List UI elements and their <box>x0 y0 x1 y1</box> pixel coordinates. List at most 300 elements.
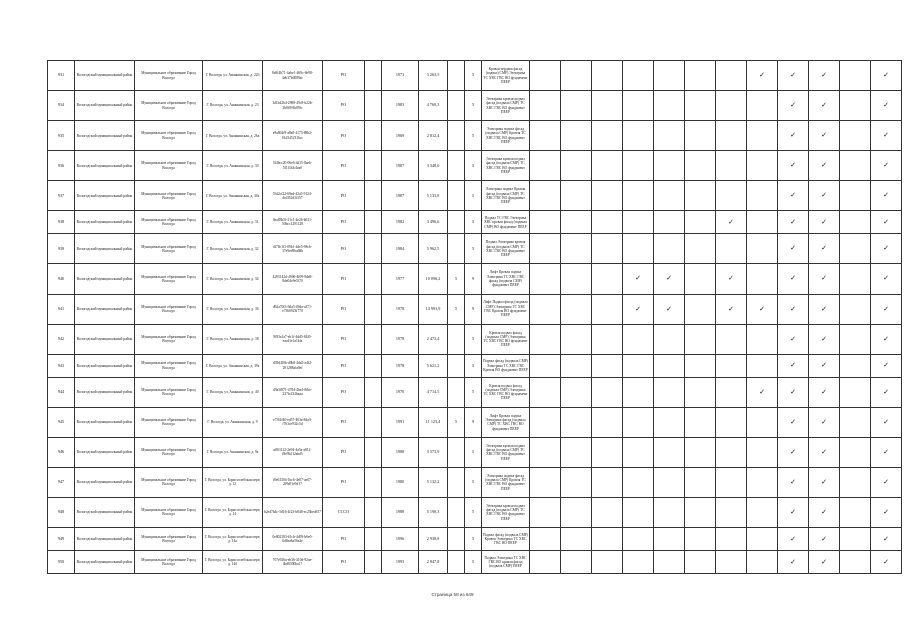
works-cell: Электрика кровля подвал фасад (подвала СМР) ТС ХВС ГВС ВО фундамент ПЕЕР <box>482 437 530 467</box>
empty-check-cell <box>840 551 871 574</box>
empty-check-cell <box>840 467 871 497</box>
empty-check-cell <box>530 91 561 121</box>
empty-check-cell <box>654 234 685 264</box>
formation-cell: Муниципальное образование Город Вологда <box>135 181 203 211</box>
check-mark-icon: ✓ <box>871 467 902 497</box>
check-mark-icon: ✓ <box>809 61 840 91</box>
guid-cell: 9f83a1a7-eb1f-4dd5-84f0-eacd3e1a1bfa <box>263 324 323 354</box>
check-mark-icon: ✓ <box>747 61 778 91</box>
empty-check-cell <box>561 91 592 121</box>
empty-check-cell <box>530 528 561 551</box>
ownership-form-cell: РО <box>323 211 365 234</box>
empty-check-cell <box>685 91 716 121</box>
table-row <box>48 211 902 234</box>
empty-check-cell <box>623 528 654 551</box>
empty-check-cell <box>592 294 623 324</box>
empty-check-cell <box>685 61 716 91</box>
empty-check-cell <box>747 264 778 294</box>
year-cell: 1970 <box>382 377 419 407</box>
address-cell: Г. Вологда, ул. Борисоглебская пере, д. 14 <box>203 497 263 527</box>
check-mark-icon: ✓ <box>809 324 840 354</box>
empty-check-cell <box>592 437 623 467</box>
check-mark-icon: ✓ <box>778 377 809 407</box>
empty-check-cell <box>561 528 592 551</box>
row-number: 944 <box>48 377 75 407</box>
empty-check-cell <box>840 264 871 294</box>
empty-check-cell <box>561 354 592 377</box>
empty-check-cell <box>561 467 592 497</box>
ownership-form-cell: РО <box>323 407 365 437</box>
check-mark-icon: ✓ <box>871 497 902 527</box>
empty-check-cell <box>716 551 747 574</box>
guid-cell: 0ea83b5f-21c1-4e26-b021-50bcc1291128 <box>263 211 323 234</box>
address-cell: Г. Вологда, ул. Ананьинская, д. 40 <box>203 377 263 407</box>
empty-check-cell <box>530 121 561 151</box>
guid-cell: 1d1b42b4-2988-49c8-b22b-2b8f091b89fc <box>263 91 323 121</box>
empty-check-cell <box>592 467 623 497</box>
empty-check-cell <box>654 211 685 234</box>
table-row <box>48 551 902 574</box>
district-cell: Вологодский муниципальный район <box>75 551 135 574</box>
table-row <box>48 61 902 91</box>
check-mark-icon: ✓ <box>871 354 902 377</box>
row-number: 931 <box>48 61 75 91</box>
empty-check-cell <box>716 437 747 467</box>
empty-check-cell <box>530 151 561 181</box>
formation-cell: Муниципальное образование Город Вологда <box>135 294 203 324</box>
floors-max-cell: 5 <box>465 181 482 211</box>
year-cell: 1987 <box>382 181 419 211</box>
empty-check-cell <box>747 407 778 437</box>
district-cell: Вологодский муниципальный район <box>75 234 135 264</box>
area-cell: 2 938,8 <box>419 528 448 551</box>
empty-check-cell <box>840 354 871 377</box>
area-cell: 4 714,5 <box>419 377 448 407</box>
floors-min-cell <box>448 91 465 121</box>
area-cell: 5 621,2 <box>419 354 448 377</box>
area-cell: 2 473,4 <box>419 324 448 354</box>
address-cell: Г. Вологда, ул. Ананьинская, д. 38 <box>203 324 263 354</box>
empty-check-cell <box>561 294 592 324</box>
empty-check-cell <box>561 61 592 91</box>
floors-min-cell <box>448 377 465 407</box>
check-mark-icon: ✓ <box>871 324 902 354</box>
address-cell: Г. Вологда, ул. Ананьинская, д. 39а <box>203 354 263 377</box>
empty-check-cell <box>561 264 592 294</box>
empty-check-cell <box>623 234 654 264</box>
formation-cell: Муниципальное образование Город Вологда <box>135 551 203 574</box>
check-mark-icon: ✓ <box>871 181 902 211</box>
empty-cell <box>365 324 382 354</box>
check-mark-icon: ✓ <box>778 437 809 467</box>
district-cell: Вологодский муниципальный район <box>75 354 135 377</box>
empty-check-cell <box>623 324 654 354</box>
check-mark-icon: ✓ <box>871 377 902 407</box>
empty-check-cell <box>654 354 685 377</box>
empty-check-cell <box>530 354 561 377</box>
empty-cell <box>365 497 382 527</box>
year-cell: 1991 <box>382 407 419 437</box>
guid-cell: d9a5f871-470d-4be4-8fbe-237fe232baaa <box>263 377 323 407</box>
empty-check-cell <box>685 528 716 551</box>
empty-check-cell <box>685 211 716 234</box>
works-cell: Кровля подвал фасад (подвала СМР) Электрика ТС ХВС ГВС ВО фундамент ПЕЕР <box>482 377 530 407</box>
empty-check-cell <box>561 437 592 467</box>
formation-cell: Муниципальное образование Город Вологда <box>135 407 203 437</box>
table-body <box>48 61 902 574</box>
empty-check-cell <box>654 324 685 354</box>
empty-check-cell <box>685 324 716 354</box>
district-cell: Вологодский муниципальный район <box>75 121 135 151</box>
empty-cell <box>365 234 382 264</box>
check-mark-icon: ✓ <box>778 354 809 377</box>
floors-max-cell: 5 <box>465 497 482 527</box>
empty-check-cell <box>592 181 623 211</box>
row-number: 945 <box>48 407 75 437</box>
empty-check-cell <box>592 264 623 294</box>
empty-check-cell <box>654 437 685 467</box>
empty-cell <box>365 151 382 181</box>
formation-cell: Муниципальное образование Город Вологда <box>135 121 203 151</box>
empty-check-cell <box>685 437 716 467</box>
empty-check-cell <box>747 528 778 551</box>
empty-check-cell <box>747 437 778 467</box>
empty-cell <box>365 528 382 551</box>
floors-min-cell <box>448 151 465 181</box>
table-row <box>48 497 902 527</box>
check-mark-icon: ✓ <box>778 497 809 527</box>
formation-cell: Муниципальное образование Город Вологда <box>135 151 203 181</box>
year-cell: 1971 <box>382 61 419 91</box>
area-cell: 2 847,8 <box>419 551 448 574</box>
empty-check-cell <box>623 211 654 234</box>
check-mark-icon: ✓ <box>809 551 840 574</box>
floors-min-cell <box>448 61 465 91</box>
formation-cell: Муниципальное образование Город Вологда <box>135 91 203 121</box>
empty-check-cell <box>592 377 623 407</box>
floors-min-cell <box>448 181 465 211</box>
empty-check-cell <box>685 294 716 324</box>
empty-check-cell <box>840 121 871 151</box>
empty-check-cell <box>747 324 778 354</box>
table-row <box>48 121 902 151</box>
area-cell: 4 769,3 <box>419 91 448 121</box>
district-cell: Вологодский муниципальный район <box>75 377 135 407</box>
empty-check-cell <box>747 91 778 121</box>
check-mark-icon: ✓ <box>778 91 809 121</box>
empty-check-cell <box>654 121 685 151</box>
empty-check-cell <box>685 407 716 437</box>
row-number: 949 <box>48 528 75 551</box>
check-mark-icon: ✓ <box>778 264 809 294</box>
formation-cell: Муниципальное образование Город Вологда <box>135 437 203 467</box>
ownership-form-cell: РО <box>323 377 365 407</box>
guid-cell: af8f1112-2e94-4a5a-a812-f8e9b212abd5 <box>263 437 323 467</box>
empty-check-cell <box>654 407 685 437</box>
empty-check-cell <box>840 294 871 324</box>
empty-check-cell <box>654 61 685 91</box>
empty-cell <box>365 354 382 377</box>
floors-min-cell <box>448 528 465 551</box>
check-mark-icon: ✓ <box>871 528 902 551</box>
row-number: 934 <box>48 91 75 121</box>
guid-cell: e7f61f40-ed57-463a-8da3-f763ce932c5d <box>263 407 323 437</box>
area-cell: 3 348,6 <box>419 151 448 181</box>
empty-check-cell <box>716 324 747 354</box>
table-row <box>48 407 902 437</box>
works-cell: Лифт Кровля подвал Электрика фасад (подвала СМР) ТС ХВС ГВС ВО фундамент ПЕЕР <box>482 407 530 437</box>
empty-check-cell <box>623 61 654 91</box>
empty-check-cell <box>747 467 778 497</box>
empty-check-cell <box>561 377 592 407</box>
check-mark-icon: ✓ <box>778 294 809 324</box>
row-number: 946 <box>48 437 75 467</box>
ownership-form-cell: РО <box>323 354 365 377</box>
area-cell: 3 573,9 <box>419 437 448 467</box>
works-cell: Подвал фасад (подвала СМР) Электрика ТС ХВС ГВС Кровля ВО фундамент ПЕЕР <box>482 354 530 377</box>
empty-check-cell <box>530 264 561 294</box>
guid-cell: 707e926a-eb36-410d-92ae-4bd8300ba17 <box>263 551 323 574</box>
address-cell: Г. Вологда, ул. Ананьинская, д. 31 <box>203 211 263 234</box>
ownership-form-cell: РО <box>323 181 365 211</box>
year-cell: 1983 <box>382 91 419 121</box>
area-cell: 5 132,2 <box>419 467 448 497</box>
empty-check-cell <box>716 528 747 551</box>
check-mark-icon: ✓ <box>778 181 809 211</box>
empty-check-cell <box>623 151 654 181</box>
empty-check-cell <box>685 181 716 211</box>
empty-check-cell <box>592 151 623 181</box>
address-cell: Г. Вологда, ул. Ананьинская, д. 32 <box>203 234 263 264</box>
empty-check-cell <box>747 121 778 151</box>
guid-cell: b2ed7b4c-5d16-4f23-b848-ec23bea957 <box>263 497 323 527</box>
empty-check-cell <box>592 354 623 377</box>
works-cell: Электрика подвал фасад (подвала СМР) Кровля ТС ХВС ГВС ВО фундамент ПЕЕР <box>482 467 530 497</box>
area-cell: 2 812,4 <box>419 121 448 151</box>
row-number: 939 <box>48 234 75 264</box>
works-cell: Электрика кровля подвал фасад (подвала СМР) ТС ХВС ГВС ВО фундамент ПЕЕР <box>482 91 530 121</box>
table-row <box>48 354 902 377</box>
check-mark-icon: ✓ <box>871 211 902 234</box>
district-cell: Вологодский муниципальный район <box>75 211 135 234</box>
year-cell: 1995 <box>382 551 419 574</box>
district-cell: Вологодский муниципальный район <box>75 294 135 324</box>
empty-check-cell <box>716 61 747 91</box>
check-mark-icon: ✓ <box>778 234 809 264</box>
floors-min-cell <box>448 437 465 467</box>
floors-min-cell <box>448 211 465 234</box>
district-cell: Вологодский муниципальный район <box>75 497 135 527</box>
district-cell: Вологодский муниципальный район <box>75 407 135 437</box>
year-cell: 1988 <box>382 497 419 527</box>
works-cell: Подвал ТС ГВС Электрика ХВС кровля фасад (подвала СМР) ВО фундамент ПЕЕР <box>482 211 530 234</box>
empty-check-cell <box>623 377 654 407</box>
check-mark-icon: ✓ <box>871 437 902 467</box>
empty-check-cell <box>840 377 871 407</box>
row-number: 942 <box>48 324 75 354</box>
empty-check-cell <box>592 407 623 437</box>
empty-cell <box>365 61 382 91</box>
empty-cell <box>365 467 382 497</box>
district-cell: Вологодский муниципальный район <box>75 324 135 354</box>
check-mark-icon: ✓ <box>778 324 809 354</box>
empty-check-cell <box>685 151 716 181</box>
empty-check-cell <box>592 234 623 264</box>
empty-check-cell <box>592 61 623 91</box>
works-cell: Лифт Подвал фасад (подвала СМР) Электрика ТС ХВС ГВС Кровля ВО фундамент ПЕЕР <box>482 294 530 324</box>
check-mark-icon: ✓ <box>809 528 840 551</box>
empty-check-cell <box>747 551 778 574</box>
empty-check-cell <box>716 181 747 211</box>
empty-check-cell <box>747 354 778 377</box>
empty-check-cell <box>685 234 716 264</box>
formation-cell: Муниципальное образование Город Вологда <box>135 61 203 91</box>
floors-max-cell: 5 <box>465 121 482 151</box>
year-cell: 1988 <box>382 437 419 467</box>
empty-check-cell <box>685 377 716 407</box>
check-mark-icon: ✓ <box>809 121 840 151</box>
ownership-form-cell: РО <box>323 121 365 151</box>
empty-check-cell <box>654 551 685 574</box>
floors-min-cell: 5 <box>448 294 465 324</box>
ownership-form-cell: РО <box>323 528 365 551</box>
works-cell: Электрика кровля подвал фасад (подвала СМР) ТС ХВС ГВС ВО фундамент ПЕЕР <box>482 151 530 181</box>
table-row <box>48 181 902 211</box>
empty-check-cell <box>530 497 561 527</box>
formation-cell: Муниципальное образование Город Вологда <box>135 528 203 551</box>
empty-cell <box>365 294 382 324</box>
floors-max-cell: 5 <box>465 437 482 467</box>
empty-check-cell <box>561 551 592 574</box>
empty-check-cell <box>685 497 716 527</box>
empty-check-cell <box>623 121 654 151</box>
empty-check-cell <box>840 211 871 234</box>
check-mark-icon: ✓ <box>716 264 747 294</box>
year-cell: 1987 <box>382 151 419 181</box>
row-number: 948 <box>48 497 75 527</box>
table-row <box>48 151 902 181</box>
check-mark-icon: ✓ <box>871 234 902 264</box>
empty-check-cell <box>685 121 716 151</box>
area-cell: 5 962,5 <box>419 234 448 264</box>
works-cell: Электрика кровля подвал фасад (подвала СМР) ТС ХВС ГВС ВО фундамент ПЕЕР <box>482 497 530 527</box>
empty-check-cell <box>530 294 561 324</box>
address-cell: Г. Вологда, ул. Ананьинская, д. 34 <box>203 264 263 294</box>
check-mark-icon: ✓ <box>871 551 902 574</box>
guid-cell: d39d4f0b-d9b8-4da5-a4f2-201288afa9ef <box>263 354 323 377</box>
check-mark-icon: ✓ <box>809 437 840 467</box>
empty-cell <box>365 181 382 211</box>
empty-check-cell <box>561 234 592 264</box>
check-mark-icon: ✓ <box>623 264 654 294</box>
check-mark-icon: ✓ <box>778 528 809 551</box>
works-cell: Электрика подвал Кровля фасад (подвала СМР) ТС ХВС ГВС ВО фундамент ПЕЕР <box>482 181 530 211</box>
area-cell: 3 263,5 <box>419 61 448 91</box>
floors-min-cell: 5 <box>448 407 465 437</box>
empty-check-cell <box>623 467 654 497</box>
district-cell: Вологодский муниципальный район <box>75 181 135 211</box>
table-row <box>48 324 902 354</box>
works-cell: Лифт Кровля подвал Электрика ТС ХВС ГВС фасад (подвала СМР) фундамент ПЕЕР <box>482 264 530 294</box>
check-mark-icon: ✓ <box>809 294 840 324</box>
empty-check-cell <box>530 211 561 234</box>
check-mark-icon: ✓ <box>871 407 902 437</box>
check-mark-icon: ✓ <box>778 211 809 234</box>
address-cell: Г. Вологда, ул. Ананьинская, д. 9а <box>203 437 263 467</box>
empty-check-cell <box>654 377 685 407</box>
floors-min-cell <box>448 467 465 497</box>
floors-max-cell: 9 <box>465 407 482 437</box>
table-row <box>48 437 902 467</box>
empty-check-cell <box>747 211 778 234</box>
check-mark-icon: ✓ <box>778 551 809 574</box>
address-cell: Г. Вологда, ул. Ананьинская, д. 30а <box>203 181 263 211</box>
check-mark-icon: ✓ <box>809 181 840 211</box>
empty-check-cell <box>530 61 561 91</box>
guid-cell: 0e802383-61cb-4d95-b6e0-6d8ea6a56a2e <box>263 528 323 551</box>
year-cell: 1984 <box>382 234 419 264</box>
area-cell: 3 496,6 <box>419 211 448 234</box>
district-cell: Вологодский муниципальный район <box>75 467 135 497</box>
floors-min-cell: 5 <box>448 264 465 294</box>
empty-check-cell <box>654 181 685 211</box>
empty-check-cell <box>654 528 685 551</box>
row-number: 937 <box>48 181 75 211</box>
empty-check-cell <box>685 551 716 574</box>
empty-check-cell <box>747 234 778 264</box>
row-number: 935 <box>48 121 75 151</box>
floors-max-cell: 5 <box>465 467 482 497</box>
empty-check-cell <box>747 151 778 181</box>
empty-check-cell <box>716 407 747 437</box>
empty-cell <box>365 264 382 294</box>
table-row <box>48 294 902 324</box>
empty-cell <box>365 407 382 437</box>
empty-check-cell <box>840 151 871 181</box>
floors-min-cell <box>448 234 465 264</box>
empty-check-cell <box>530 467 561 497</box>
floors-min-cell <box>448 354 465 377</box>
check-mark-icon: ✓ <box>809 407 840 437</box>
ownership-form-cell: РО <box>323 264 365 294</box>
ownership-form-cell: РО <box>323 61 365 91</box>
empty-check-cell <box>840 528 871 551</box>
floors-max-cell: 5 <box>465 151 482 181</box>
empty-check-cell <box>623 437 654 467</box>
guid-cell: 5f4bcc20-06e6-4d15-8aeb-5f1f3f4c4ea0 <box>263 151 323 181</box>
floors-max-cell: 5 <box>465 91 482 121</box>
floors-max-cell: 5 <box>465 234 482 264</box>
formation-cell: Муниципальное образование Город Вологда <box>135 467 203 497</box>
year-cell: 1978 <box>382 354 419 377</box>
page-number-footer: Страница 58 из 649 <box>431 592 474 597</box>
ownership-form-cell: РО <box>323 467 365 497</box>
empty-check-cell <box>592 324 623 354</box>
check-mark-icon: ✓ <box>809 234 840 264</box>
guid-cell: 4293142d-4906-4f09-9de8-8de04e9e5f70 <box>263 264 323 294</box>
check-mark-icon: ✓ <box>871 151 902 181</box>
ownership-form-cell: РО <box>323 324 365 354</box>
check-mark-icon: ✓ <box>871 91 902 121</box>
empty-check-cell <box>840 407 871 437</box>
empty-check-cell <box>840 437 871 467</box>
empty-cell <box>365 437 382 467</box>
year-cell: 1969 <box>382 121 419 151</box>
table-row <box>48 377 902 407</box>
check-mark-icon: ✓ <box>809 264 840 294</box>
row-number: 940 <box>48 264 75 294</box>
empty-check-cell <box>623 551 654 574</box>
